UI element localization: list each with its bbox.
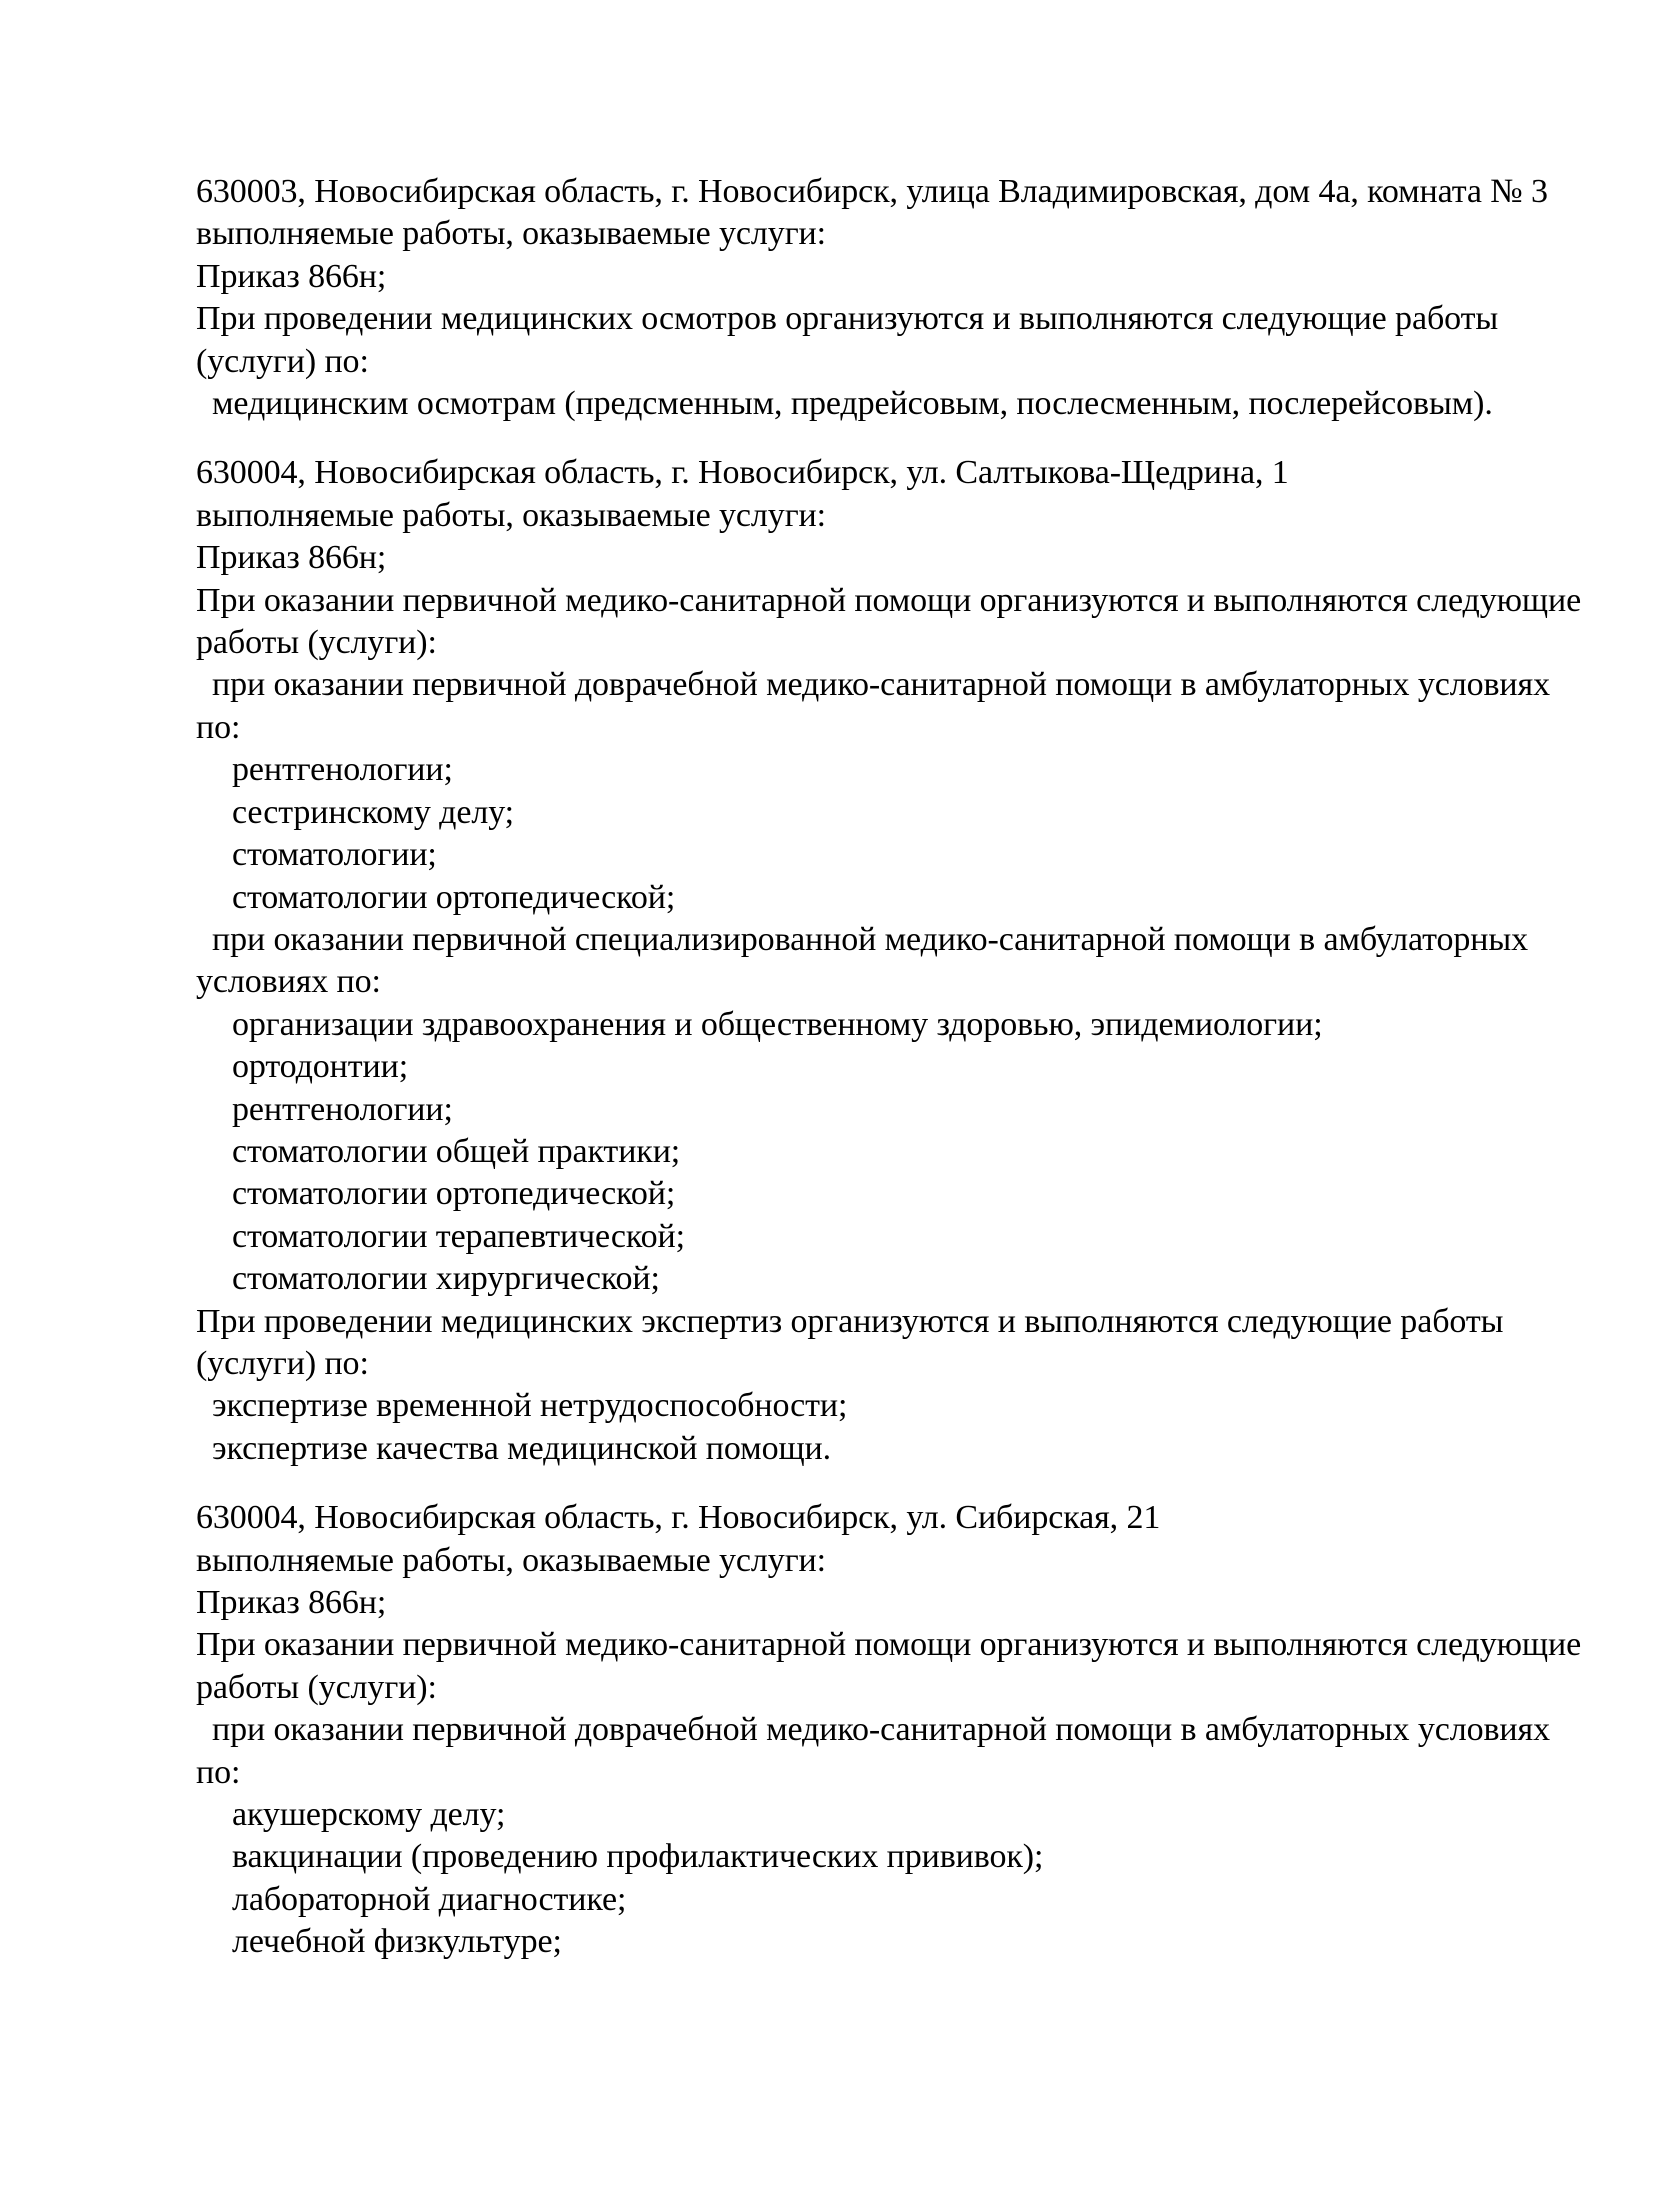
text-line: стоматологии хирургической; — [232, 1260, 660, 1298]
text-line: экспертизе качества медицинской помощи. — [212, 1429, 832, 1467]
text-line: стоматологии; — [232, 836, 437, 874]
text-line: стоматологии общей практики; — [232, 1132, 681, 1170]
text-line: лабораторной диагностике; — [232, 1880, 627, 1918]
text-line: Приказ 866н; — [196, 1584, 387, 1621]
text-line: стоматологии ортопедической; — [232, 878, 676, 916]
text-line: выполняемые работы, оказываемые услуги: — [196, 215, 826, 253]
text-line: 630004, Новосибирская область, г. Новосибирск, ул. Салтыкова-Щедрина, 1 — [196, 454, 1289, 492]
text-line: При оказании первичной медико-санитарной помощи организуются и выполняются следующие — [196, 1626, 1582, 1664]
text-line: стоматологии ортопедической; — [232, 1175, 676, 1213]
text-line: При проведении медицинских экспертиз организуются и выполняются следующие работы — [196, 1302, 1504, 1340]
text-line: ортодонтии; — [232, 1048, 409, 1086]
text-line: при оказании первичной специализированной медико-санитарной помощи в амбулаторных — [212, 920, 1528, 958]
text-line: при оказании первичной доврачебной медико-санитарной помощи в амбулаторных условиях — [212, 666, 1550, 704]
text-line: медицинским осмотрам (предсменным, предрейсовым, послесменным, послерейсовым). — [212, 385, 1493, 423]
text-line: рентгенологии; — [232, 1090, 453, 1128]
text-line: выполняемые работы, оказываемые услуги: — [196, 496, 826, 534]
text-line: При оказании первичной медико-санитарной помощи организуются и выполняются следующие — [196, 581, 1582, 619]
text-line: при оказании первичной доврачебной медико-санитарной помощи в амбулаторных условиях — [212, 1711, 1550, 1749]
text-line: Приказ 866н; — [196, 257, 387, 295]
text-line: экспертизе временной нетрудоспособности; — [212, 1387, 848, 1425]
text-line: работы (услуги): — [196, 624, 437, 662]
text-line: организации здравоохранения и общественному здоровью, эпидемиологии; — [232, 1005, 1323, 1043]
text-line: лечебной физкультуре; — [232, 1923, 562, 1961]
text-line: (услуги) по: — [196, 1344, 369, 1382]
text-line: Приказ 866н; — [196, 539, 387, 577]
text-line: вакцинации (проведению профилактических прививок); — [232, 1838, 1044, 1876]
text-line: стоматологии терапевтической; — [232, 1217, 685, 1255]
text-line: 630004, Новосибирская область, г. Новосибирск, ул. Сибирская, 21 — [196, 1499, 1161, 1537]
text-line: работы (услуги): — [196, 1668, 437, 1706]
document-text — [196, 171, 1596, 1964]
text-line: по: — [196, 1753, 241, 1791]
text-line: по: — [196, 708, 241, 746]
text-line: При проведении медицинских осмотров организуются и выполняются следующие работы — [196, 300, 1499, 338]
license-address-block — [196, 171, 1596, 425]
license-address-block — [196, 1497, 1596, 1963]
text-line: акушерскому делу; — [232, 1796, 506, 1834]
text-line: сестринскому делу; — [232, 793, 515, 831]
text-line: выполняемые работы, оказываемые услуги: — [196, 1541, 826, 1579]
text-line: условиях по: — [196, 963, 381, 1001]
text-line: (услуги) по: — [196, 342, 369, 380]
license-address-block — [196, 452, 1596, 1470]
text-line: рентгенологии; — [232, 751, 453, 789]
text-line: 630003, Новосибирская область, г. Новосибирск, улица Владимировская, дом 4а, комната № 3 — [196, 173, 1548, 210]
